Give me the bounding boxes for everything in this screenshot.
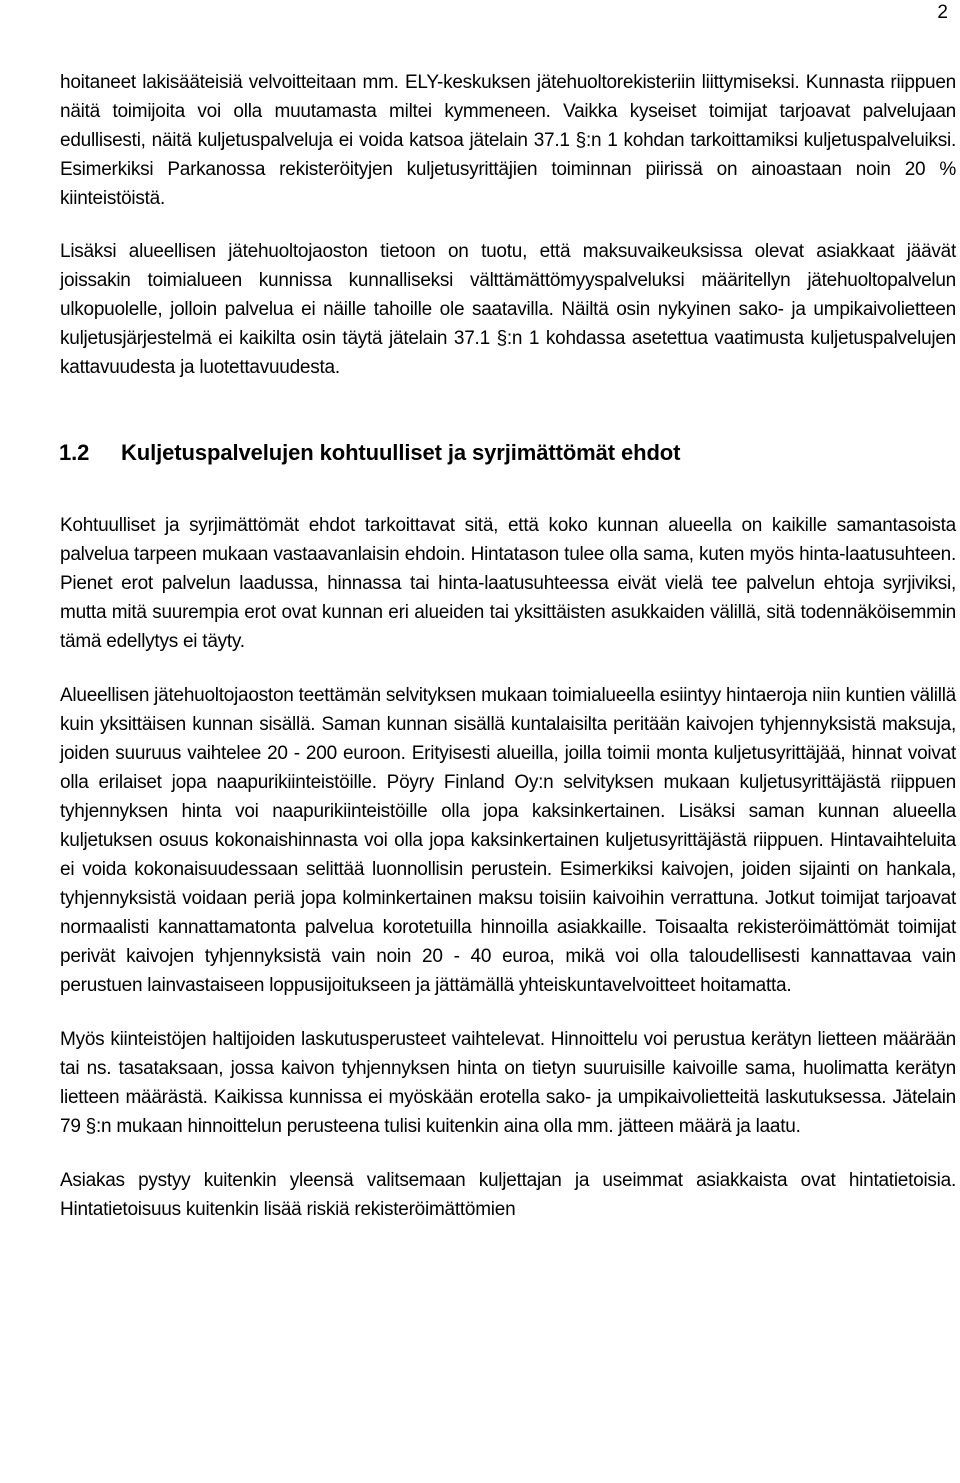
document-body: [60, 68, 956, 1224]
section-title: Kuljetuspalvelujen kohtuulliset ja syrjimättömät ehdot: [121, 440, 681, 465]
section-heading: [59, 439, 956, 467]
page-number: 2: [937, 2, 948, 23]
paragraph: Lisäksi alueellisen jätehuoltojaoston tietoon on tuotu, että maksuvaikeuksissa olevat asiakkaat jäävät joissakin toimialueen kunnissa kunnalliseksi välttämättömyyspalveluksi määritellyn jätehuoltopalvelun ulkopuolelle, jolloin palvelua ei näille tahoille ole saatavilla. Näiltä osin nykyinen sako- ja umpikaivolietteen kuljetusjärjestelmä ei kaikilta osin täytä jätelain 37.1 §:n 1 kohdassa asetettua vaatimusta kuljetuspalvelujen kattavuudesta ja luotettavuudesta.: [60, 241, 956, 378]
paragraph: Alueellisen jätehuoltojaoston teettämän selvityksen mukaan toimialueella esiintyy hintaeroja niin kuntien välillä kuin yksittäisen kunnan sisällä. Saman kunnan sisällä kuntalaisilta peritään kaivojen tyhjennyksistä maksuja, joiden suuruus vaihtelee 20 - 200 euroon. Erityisesti alueilla, joilla toimii monta kuljetusyrittäjää, hinnat voivat olla erilaiset jopa naapurikiinteistöille. Pöyry Finland Oy:n selvityksen mukaan kuljetusyrittäjästä riippuen tyhjennyksen hinta voi naapurikiinteistöille olla jopa kaksinkertainen. Lisäksi saman kunnan alueella kuljetuksen osuus kokonaishinnasta voi olla jopa kaksinkertainen kuljetusyrittäjästä riippuen. Hintavaihteluita ei voida kokonaisuudessaan selittää luonnollisin perustein. Esimerkiksi kaivojen, joiden sijainti on hankala, tyhjennyksistä voidaan periä jopa kolminkertainen maksu toisiin kaivoihin verrattuna. Jotkut toimijat tarjoavat normaalisti kannattamatonta palvelua korotetuilla hinnoilla asiakkaille. Toisaalta rekisteröimättömät toimijat perivät kaivojen tyhjennyksistä vain noin 20 - 40 euroa, mikä voi olla taloudellisesti kannattavaa vain perustuen lainvastaiseen loppusijoitukseen ja jättämällä yhteiskuntavelvoitteet hoitamatta.: [60, 685, 956, 996]
paragraph: Myös kiinteistöjen haltijoiden laskutusperusteet vaihtelevat. Hinnoittelu voi perustua kerätyn lietteen määrään tai ns. tasataksaan, jossa kaivon tyhjennyksen hinta on tietyn suuruisille kaivoille sama, huolimatta kerätyn lietteen määrästä. Kaikissa kunnissa ei myöskään erotella sako- ja umpikaivolietteitä laskutuksessa. Jätelain 79 §:n mukaan hinnoittelun perusteena tulisi kuitenkin aina olla mm. jätteen määrä ja laatu.: [60, 1029, 956, 1137]
section-number: 1.2: [59, 440, 90, 465]
paragraph-continued: hoitaneet lakisääteisiä velvoitteitaan mm. ELY-keskuksen jätehuoltorekisteriin liittymiseksi. Kunnasta riippuen näitä toimijoita voi olla muutamasta miltei kymmeneen. Vaikka kyseiset toimijat tarjoavat palvelujaan edullisesti, näitä kuljetuspalveluja ei voida katsoa jätelain 37.1 §:n 1 kohdan tarkoittamiksi kuljetuspalveluiksi. Esimerkiksi Parkanossa rekisteröityjen kuljetusyrittäjien toiminnan piirissä on ainoastaan noin 20 % kiinteistöistä.: [60, 72, 956, 209]
paragraph: Kohtuulliset ja syrjimättömät ehdot tarkoittavat sitä, että koko kunnan alueella on kaikille samantasoista palvelua tarpeen mukaan vastaavanlaisin ehdoin. Hintatason tulee olla sama, kuten myös hinta-laatusuhteen. Pienet erot palvelun laadussa, hinnassa tai hinta-laatusuhteessa eivät vielä tee palvelun ehtoja syrjiviksi, mutta mitä suurempia erot ovat kunnan eri alueiden tai yksittäisten asukkaiden välillä, sitä todennäköisemmin tämä edellytys ei täyty.: [60, 515, 956, 652]
paragraph: Asiakas pystyy kuitenkin yleensä valitsemaan kuljettajan ja useimmat asiakkaista ovat hintatietoisia. Hintatietoisuus kuitenkin lisää riskiä rekisteröimättömien: [60, 1170, 956, 1220]
